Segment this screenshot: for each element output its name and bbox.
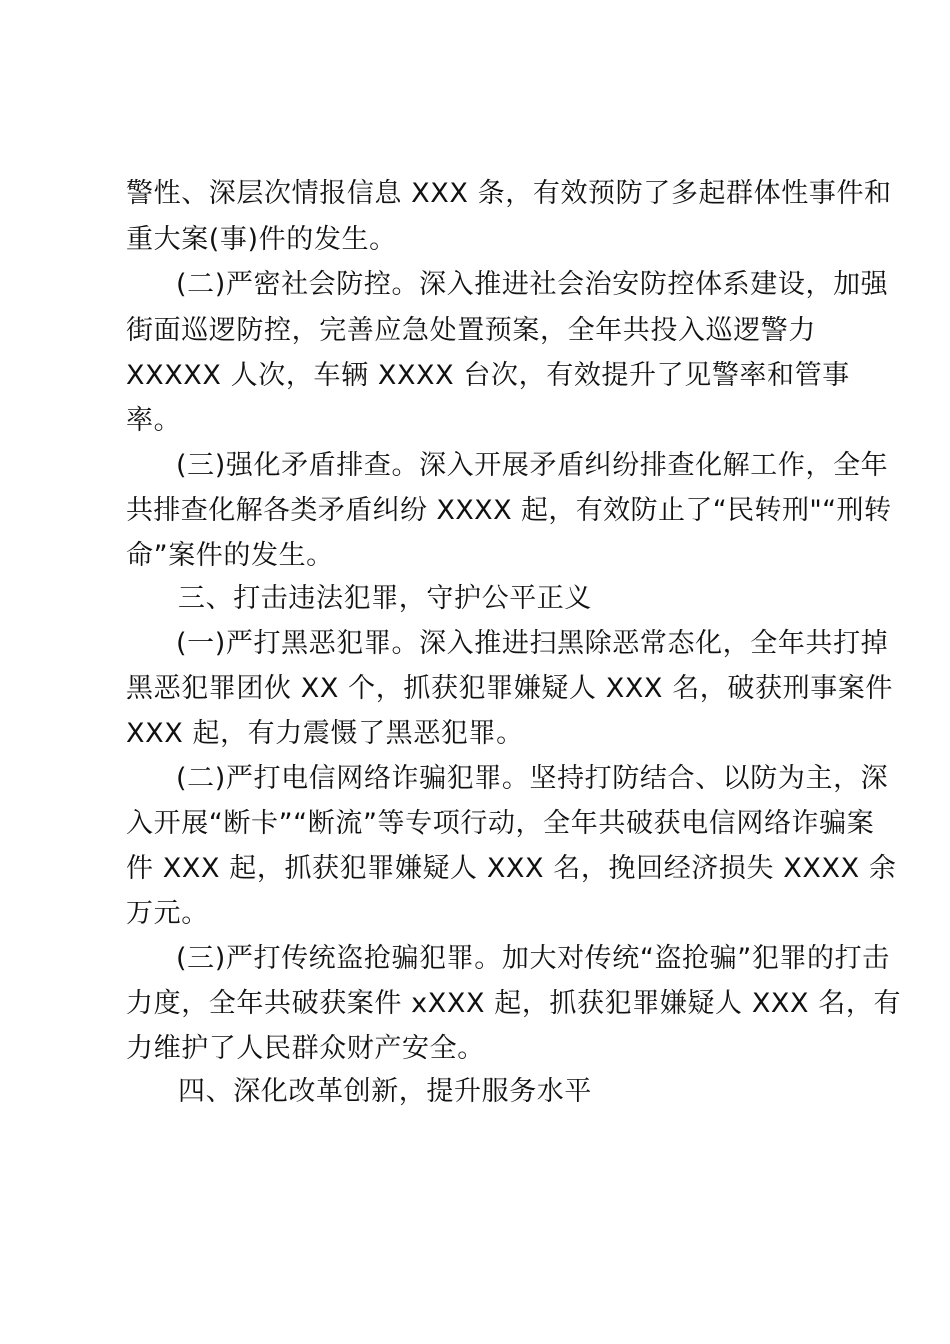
body-text-line: 率。 xyxy=(126,405,182,436)
body-text-line: 力维护了人民群众财产安全。 xyxy=(126,1033,485,1064)
paragraph-start-line: (三)强化矛盾排查。深入开展矛盾纠纷排查化解工作，全年 xyxy=(176,450,889,481)
paragraph-start-line: (二)严打电信网络诈骗犯罪。坚持打防结合、以防为主，深 xyxy=(176,763,889,794)
body-text-line: 命”案件的发生。 xyxy=(126,540,334,571)
body-text-line: XXXXX 人次，车辆 XXXX 台次，有效提升了见警率和管事 xyxy=(126,360,850,391)
body-text-line: 力度，全年共破获案件 xXXX 起，抓获犯罪嫌疑人 XXX 名，有 xyxy=(126,988,902,1019)
paragraph-start-line: (三)严打传统盗抢骗犯罪。加大对传统“盗抢骗”犯罪的打击 xyxy=(176,943,890,974)
body-text-line: 万元。 xyxy=(126,898,209,929)
body-text-line: 入开展“断卡”“断流”等专项行动，全年共破获电信网络诈骗案 xyxy=(126,808,875,839)
paragraph-start-line: (二)严密社会防控。深入推进社会治安防控体系建设，加强 xyxy=(176,269,889,300)
body-text-line: 重大案(事)件的发生。 xyxy=(126,224,397,255)
section-heading: 三、打击违法犯罪，守护公平正义 xyxy=(178,583,592,614)
body-text-line: 警性、深层次情报信息 XXX 条，有效预防了多起群体性事件和 xyxy=(126,178,892,209)
body-text-line: 黑恶犯罪团伙 XX 个，抓获犯罪嫌疑人 XXX 名，破获刑事案件 xyxy=(126,673,894,704)
body-text-line: 街面巡逻防控，完善应急处置预案，全年共投入巡逻警力 xyxy=(126,315,816,346)
body-text-line: XXX 起，有力震慑了黑恶犯罪。 xyxy=(126,718,524,749)
paragraph-start-line: (一)严打黑恶犯罪。深入推进扫黑除恶常态化，全年共打掉 xyxy=(176,628,889,659)
body-text-line: 共排查化解各类矛盾纠纷 XXXX 起，有效防止了“民转刑"“刑转 xyxy=(126,495,892,526)
section-heading: 四、深化改革创新，提升服务水平 xyxy=(178,1076,592,1107)
body-text-line: 件 XXX 起，抓获犯罪嫌疑人 XXX 名，挽回经济损失 XXXX 余 xyxy=(126,853,897,884)
